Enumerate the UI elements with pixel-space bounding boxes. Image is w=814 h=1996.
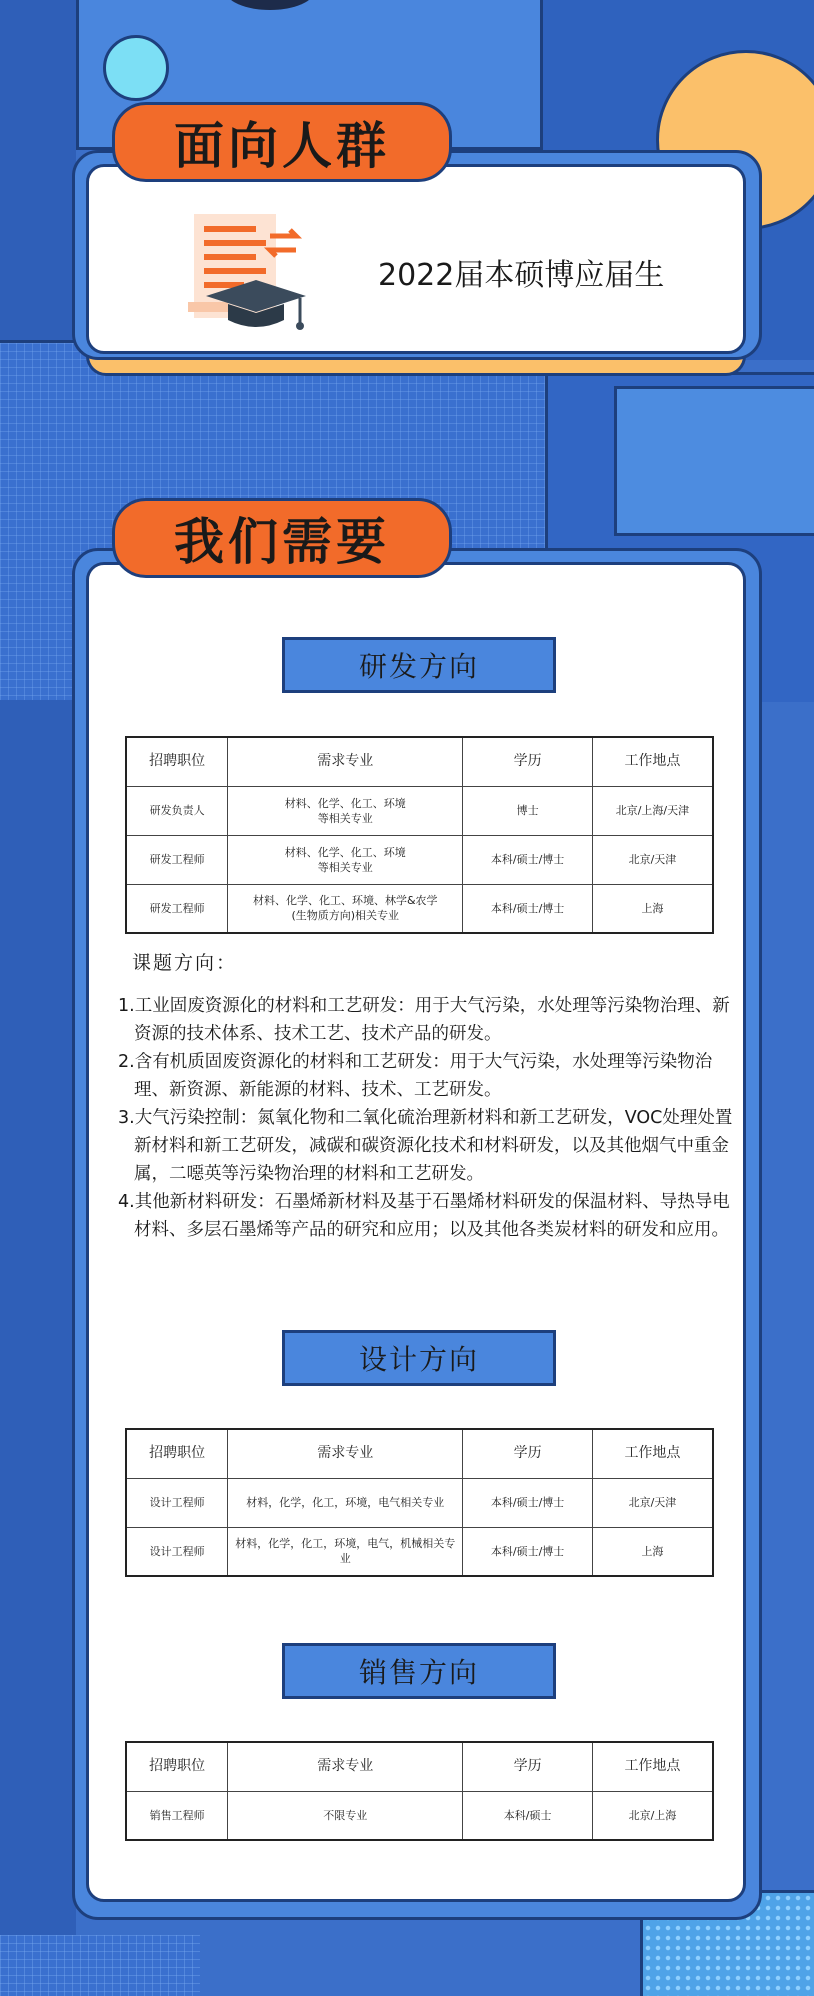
background-square — [614, 386, 814, 536]
cell-major: 不限专业 — [228, 1791, 463, 1840]
topic-item: 1.工业固废资源化的材料和工艺研发：用于大气污染，水处理等污染物治理、新资源的技术体系、技术工艺、技术产品的研发。 — [118, 996, 730, 1044]
topic-item: 2.含有机质固废资源化的材料和工艺研发：用于大气污染，水处理等污染物治理、新资源、新能源的材料、技术、工艺研发。 — [118, 1052, 713, 1100]
header-position: 招聘职位 — [126, 1429, 228, 1478]
cell-position: 研发工程师 — [126, 835, 228, 884]
table-row — [126, 835, 713, 884]
cell-location: 上海 — [592, 1527, 713, 1576]
topics-list — [118, 992, 733, 1244]
sales-subheader: 销售方向 — [282, 1643, 556, 1699]
cell-location: 北京/天津 — [592, 1478, 713, 1527]
topics-title: 课题方向： — [132, 952, 238, 974]
cell-degree: 本科/硕士/博士 — [463, 835, 593, 884]
header-degree: 学历 — [463, 1742, 593, 1791]
header-position: 招聘职位 — [126, 737, 228, 786]
audience-section-title: 面向人群 — [112, 102, 452, 182]
sales-jobs-table — [125, 1741, 714, 1841]
cell-position: 销售工程师 — [126, 1791, 228, 1840]
background-left-strip — [0, 0, 76, 1996]
topic-item: 4.其他新材料研发：石墨烯新材料及基于石墨烯材料研发的保温材料、导热导电材料、多层石墨烯等产品的研究和应用；以及其他各类炭材料的研发和应用。 — [118, 1192, 730, 1240]
design-subheader: 设计方向 — [282, 1330, 556, 1386]
needs-section-title: 我们需要 — [112, 498, 452, 578]
table-row — [126, 786, 713, 835]
document-graduation-cap-icon — [188, 210, 312, 336]
header-location: 工作地点 — [592, 737, 713, 786]
audience-text: 2022届本硕博应届生 — [378, 258, 665, 293]
cell-major: 材料、化学、化工、环境 等相关专业 — [228, 835, 463, 884]
header-degree: 学历 — [463, 1429, 593, 1478]
header-major: 需求专业 — [228, 1742, 463, 1791]
cell-degree: 本科/硕士/博士 — [463, 1478, 593, 1527]
cell-degree: 博士 — [463, 786, 593, 835]
cell-degree: 本科/硕士/博士 — [463, 1527, 593, 1576]
cell-location: 上海 — [592, 884, 713, 933]
header-location: 工作地点 — [592, 1742, 713, 1791]
header-major: 需求专业 — [228, 1429, 463, 1478]
cell-position: 研发负责人 — [126, 786, 228, 835]
table-header-row — [126, 1429, 713, 1478]
header-major: 需求专业 — [228, 737, 463, 786]
design-jobs-table — [125, 1428, 714, 1577]
header-location: 工作地点 — [592, 1429, 713, 1478]
cell-major: 材料，化学，化工，环境，电气相关专业 — [228, 1478, 463, 1527]
decorative-cyan-circle — [103, 35, 169, 101]
cell-location: 北京/天津 — [592, 835, 713, 884]
table-row — [126, 1478, 713, 1527]
table-row — [126, 1527, 713, 1576]
cell-major: 材料、化学、化工、环境、林学&农学 (生物质方向)相关专业 — [228, 884, 463, 933]
cell-major: 材料，化学，化工，环境，电气，机械相关专业 — [228, 1527, 463, 1576]
background-bottom-grid — [0, 1935, 200, 1996]
header-degree: 学历 — [463, 737, 593, 786]
cell-location: 北京/上海/天津 — [592, 786, 713, 835]
topic-item: 3.大气污染控制：氮氧化物和二氧化硫治理新材料和新工艺研发，VOC处理处置新材料和新工艺研发，减碳和碳资源化技术和材料研发，以及其他烟气中重金属，二噁英等污染物治理的材料和工艺研发。 — [118, 1108, 733, 1184]
table-header-row — [126, 737, 713, 786]
cell-position: 设计工程师 — [126, 1527, 228, 1576]
cell-major: 材料、化学、化工、环境 等相关专业 — [228, 786, 463, 835]
cell-degree: 本科/硕士/博士 — [463, 884, 593, 933]
rd-jobs-table — [125, 736, 714, 934]
cell-position: 设计工程师 — [126, 1478, 228, 1527]
table-row — [126, 884, 713, 933]
cell-location: 北京/上海 — [592, 1791, 713, 1840]
table-header-row — [126, 1742, 713, 1791]
rd-subheader: 研发方向 — [282, 637, 556, 693]
cell-degree: 本科/硕士 — [463, 1791, 593, 1840]
header-position: 招聘职位 — [126, 1742, 228, 1791]
table-row — [126, 1791, 713, 1840]
cell-position: 研发工程师 — [126, 884, 228, 933]
